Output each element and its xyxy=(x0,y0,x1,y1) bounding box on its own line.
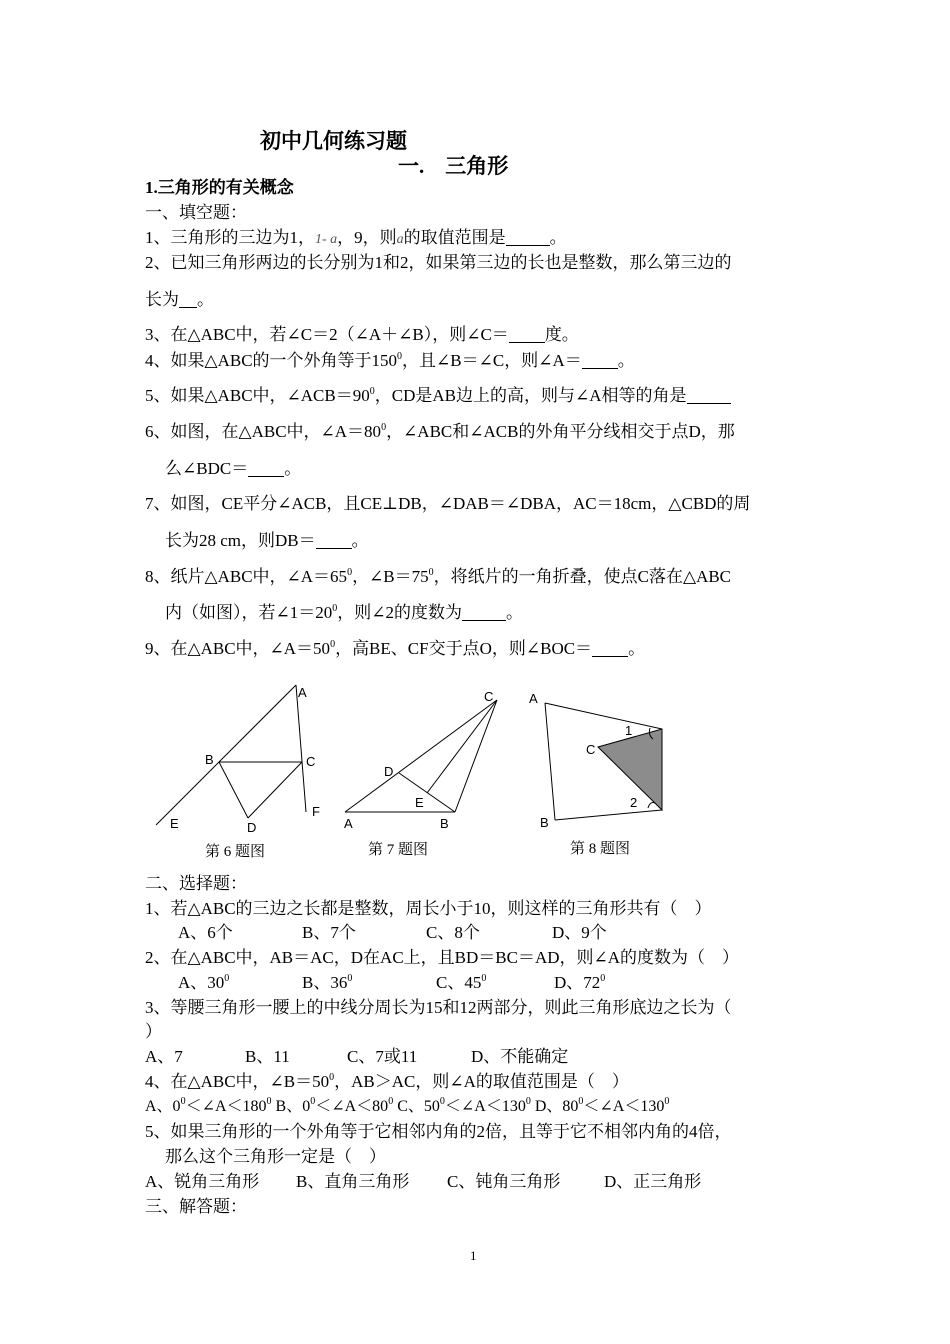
q9-text: 9、在△ABC中，∠A＝50 xyxy=(145,639,331,658)
fig6-label-c: C xyxy=(306,754,316,769)
option-d: D、正三角形 xyxy=(604,1172,702,1191)
q7-text-b: 长为28 cm，则DB＝ xyxy=(165,531,316,550)
q4-text-b: ，且∠B＝∠C，则∠A＝ xyxy=(402,351,582,370)
choice-1-options xyxy=(178,922,607,944)
fig8-angle-2-arc xyxy=(648,803,655,808)
degree-sup: 0 xyxy=(525,1096,531,1107)
choice-question-5-cont: 那么这个三角形一定是（ ） xyxy=(165,1147,386,1166)
q8-end: 。 xyxy=(506,603,523,622)
q3-text: 3、在△ABC中，若∠C＝2（∠A＋∠B），则∠C＝ xyxy=(145,325,509,344)
chapter-title: 一. 三角形 xyxy=(398,154,509,178)
q6-text: 6、如图，在△ABC中，∠A＝80 xyxy=(145,422,382,441)
option-d: D、不能确定 xyxy=(471,1047,569,1066)
option-c: C、45 xyxy=(436,973,482,992)
degree-sup: 0 xyxy=(224,973,230,984)
option-c: C、7或11 xyxy=(347,1047,418,1066)
degree-sup: 0 xyxy=(347,567,353,578)
fig6-label-e: E xyxy=(170,816,179,831)
fig6-label-d: D xyxy=(247,820,257,835)
option-b-range: ＜∠A＜80 xyxy=(315,1098,389,1115)
q8-text-e: ，则∠2的度数为 xyxy=(337,603,462,622)
choice-question-2: 2、在△ABC中，AB＝AC，D在AC上，且BD＝BC＝AD，则∠A的度数为（ ） xyxy=(145,948,740,967)
fig8-label-b: B xyxy=(540,815,549,830)
option-a-range: ＜∠A＜180 xyxy=(185,1098,267,1115)
q1-variable: a xyxy=(396,232,404,247)
q6-end: 。 xyxy=(284,459,302,478)
fig8-line-b-bottom xyxy=(555,810,662,820)
choice-4-options xyxy=(145,1096,669,1118)
fill-in-heading: 一、填空题： xyxy=(145,203,247,222)
fig8-label-c: C xyxy=(586,742,596,757)
q1-text-b: ，9，则 xyxy=(337,228,397,247)
degree-sup: 0 xyxy=(397,351,403,362)
degree-sup: 0 xyxy=(381,422,387,433)
degree-sup: 0 xyxy=(600,973,606,984)
degree-sup: 0 xyxy=(332,603,338,614)
degree-sup: 0 xyxy=(439,1096,445,1107)
option-a: A、7 xyxy=(145,1047,183,1066)
q6-text-c: 么∠BDC＝ xyxy=(165,459,249,478)
fig8-label-1: 1 xyxy=(625,723,633,738)
q8-text-c: ，将纸片的一角折叠，使点C落在△ABC xyxy=(433,567,732,586)
figure-7-caption: 第 7 题图 xyxy=(368,842,429,858)
option-d-range: ＜∠A＜130 xyxy=(583,1098,665,1115)
section-heading: 1.三角形的有关概念 xyxy=(145,178,294,197)
degree-sup: 0 xyxy=(664,1096,670,1107)
figure-8-caption: 第 8 题图 xyxy=(570,841,631,857)
q1-text-c: 的取值范围是 xyxy=(403,228,506,247)
option-b: B、11 xyxy=(245,1047,290,1066)
fig6-line-bd xyxy=(219,762,248,818)
q1-expression: 1- a xyxy=(315,232,338,247)
figure-6-caption: 第 6 题图 xyxy=(205,844,266,860)
q1-text: 1、三角形的三边为1， xyxy=(145,228,315,247)
option-b: B、直角三角形 xyxy=(296,1172,410,1191)
fig8-line-ab xyxy=(545,703,555,820)
q8-text-b: ，∠B＝75 xyxy=(352,567,429,586)
q2-text-b: 长为 xyxy=(145,290,179,309)
fill-question-7: 7、如图，CE平分∠ACB，且CE⊥DB，∠DAB＝∠DBA，AC＝18cm，△CBD的周 xyxy=(145,494,751,513)
option-d: D、9个 xyxy=(552,923,607,942)
option-a: A、30 xyxy=(178,973,225,992)
fig8-label-2: 2 xyxy=(630,795,638,810)
choice-2-options xyxy=(178,972,605,994)
fig6-label-f: F xyxy=(312,804,320,819)
q8-text: 8、纸片△ABC中，∠A＝65 xyxy=(145,567,348,586)
q7-end: 。 xyxy=(351,531,369,550)
fig7-label-d: D xyxy=(384,764,394,779)
option-b: B、36 xyxy=(302,973,348,992)
choice-question-1: 1、若△ABC的三边之长都是整数，周长小于10，则这样的三角形共有（ ） xyxy=(145,899,712,918)
option-b: B、0 xyxy=(275,1098,311,1115)
degree-sup: 0 xyxy=(347,973,353,984)
degree-sup: 0 xyxy=(330,639,336,650)
option-d: D、80 xyxy=(534,1098,579,1115)
q4-text: 4、在△ABC中，∠B＝50 xyxy=(145,1072,330,1091)
q9-text-b: ，高BE、CF交于点O，则∠BOC＝ xyxy=(335,639,593,658)
q5-text: 5、如果△ABC中，∠ACB＝90 xyxy=(145,386,370,405)
option-a: A、锐角三角形 xyxy=(145,1172,260,1191)
choice-heading: 二、选择题： xyxy=(145,874,247,893)
option-c: C、8个 xyxy=(426,923,480,942)
q9-end: 。 xyxy=(628,639,646,658)
choice-3-options xyxy=(145,1046,568,1068)
fig7-label-c: C xyxy=(484,689,494,704)
fig7-label-b: B xyxy=(440,816,449,831)
option-c: C、钝角三角形 xyxy=(447,1172,561,1191)
q6-text-b: ，∠ABC和∠ACB的外角平分线相交于点D，那 xyxy=(386,422,735,441)
q4-end: 。 xyxy=(617,351,635,370)
q8-text-d: 内（如图），若∠1＝20 xyxy=(165,603,333,622)
degree-sup: 0 xyxy=(329,1072,335,1083)
q4-text-b: ，AB＞AC，则∠A的取值范围是（ ） xyxy=(334,1072,629,1091)
fig7-label-a: A xyxy=(344,816,353,831)
fill-question-2: 2、已知三角形两边的长分别为1和2，如果第三边的长也是整数，那么第三边的 xyxy=(145,253,732,272)
option-c-range: ＜∠A＜130 xyxy=(444,1098,526,1115)
degree-sup: 0 xyxy=(310,1096,316,1107)
degree-sup: 0 xyxy=(388,1096,394,1107)
fig6-line-cd xyxy=(248,762,302,818)
page-number: 1 xyxy=(470,1248,477,1263)
page-title: 初中几何练习题 xyxy=(260,129,407,153)
q2-end: 。 xyxy=(197,290,214,309)
degree-sup: 0 xyxy=(266,1096,272,1107)
degree-sup: 0 xyxy=(481,973,487,984)
fig8-line-a-top xyxy=(545,703,662,729)
option-d: D、72 xyxy=(554,973,601,992)
q3-end: 度。 xyxy=(544,325,579,344)
fig7-line-ce xyxy=(427,700,497,793)
choice-question-3: 3、等腰三角形一腰上的中线分周长为15和12两部分，则此三角形底边之长为（ xyxy=(145,998,732,1017)
fig6-label-a: A xyxy=(298,685,307,700)
q5-text-b: ，CD是AB边上的高，则与∠A相等的角是 xyxy=(374,386,687,405)
degree-sup: 0 xyxy=(369,386,375,397)
option-c: C、50 xyxy=(397,1098,440,1115)
degree-sup: 0 xyxy=(180,1096,186,1107)
fig6-label-b: B xyxy=(205,752,214,767)
choice-question-5: 5、如果三角形的一个外角等于它相邻内角的2倍，且等于它不相邻内角的4倍， xyxy=(145,1122,732,1141)
degree-sup: 0 xyxy=(428,567,434,578)
degree-sup: 0 xyxy=(578,1096,584,1107)
choice-question-4 xyxy=(145,1071,629,1093)
fig6-line-af xyxy=(296,685,306,812)
q1-end: 。 xyxy=(549,228,567,247)
option-a: A、0 xyxy=(145,1098,181,1115)
fig7-line-bc xyxy=(455,700,497,812)
answer-heading: 三、解答题： xyxy=(145,1197,247,1216)
fig8-label-a: A xyxy=(529,691,538,706)
option-a: A、6个 xyxy=(178,923,233,942)
choice-5-options xyxy=(145,1171,701,1193)
choice-question-3-cont: ） xyxy=(145,1022,162,1041)
q4-text: 4、如果△ABC的一个外角等于150 xyxy=(145,351,398,370)
fig7-label-e: E xyxy=(415,795,424,810)
fig6-line-ea xyxy=(156,685,296,825)
option-b: B、7个 xyxy=(302,923,356,942)
